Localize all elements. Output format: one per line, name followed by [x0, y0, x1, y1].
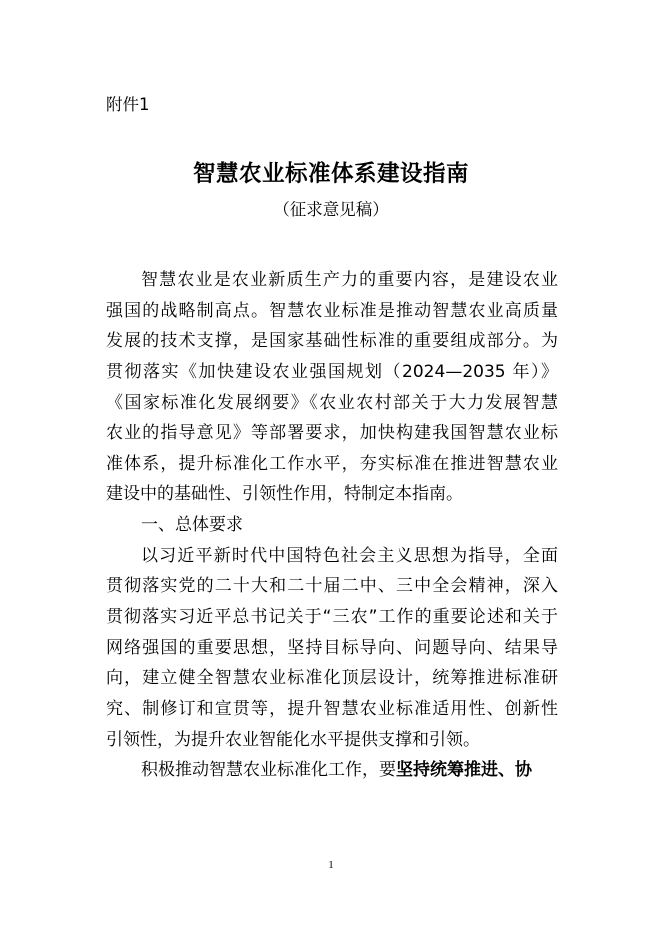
paragraph-line: 建设中的基础性、引领性作用，特制定本指南。 [106, 484, 463, 505]
section-heading: 一、总体要求 [141, 515, 243, 536]
document-body [106, 265, 558, 786]
paragraph-line: 准体系，提升标准化工作水平，夯实标准在推进智慧农业 [106, 453, 558, 474]
paragraph-line: 《国家标准化发展纲要》《农业农村部关于大力发展智慧 [106, 392, 558, 413]
paragraph-line-mixed [106, 755, 558, 786]
attachment-label: 附件1 [106, 95, 150, 114]
paragraph-line: 贯彻落实党的二十大和二十届二中、三中全会精神，深入 [106, 576, 558, 597]
paragraph-line: 引领性，为提升农业智能化水平提供支撑和引领。 [106, 729, 480, 750]
paragraph-line: 究、制修订和宣贯等，提升智慧农业标准适用性、创新性 [106, 698, 558, 719]
paragraph-line: 智慧农业是农业新质生产力的重要内容，是建设农业 [141, 270, 558, 290]
paragraph-line: 贯彻落实《加快建设农业强国规划（2024—2035 年）》 [106, 361, 558, 382]
bold-text: 坚持统筹推进、协 [396, 760, 532, 781]
paragraph-line: 贯彻落实习近平总书记关于“三农”工作的重要论述和关于 [106, 607, 558, 628]
paragraph-line: 向，建立健全智慧农业标准化顶层设计，统筹推进标准研 [106, 668, 558, 689]
paragraph-line: 强国的战略制高点。智慧农业标准是推动智慧农业高质量 [106, 300, 558, 321]
paragraph-line: 以习近平新时代中国特色社会主义思想为指导，全面 [141, 545, 558, 566]
document-title: 智慧农业标准体系建设指南 [192, 161, 469, 187]
document-subtitle: （征求意见稿） [273, 200, 389, 219]
normal-text: 积极推动智慧农业标准化工作，要 [141, 760, 396, 781]
paragraph-line: 发展的技术支撑，是国家基础性标准的重要组成部分。为 [106, 331, 558, 352]
paragraph-line: 网络强国的重要思想，坚持目标导向、问题导向、结果导 [106, 637, 558, 658]
paragraph-line: 农业的指导意见》等部署要求，加快构建我国智慧农业标 [106, 423, 558, 444]
page-number: 1 [328, 859, 334, 871]
